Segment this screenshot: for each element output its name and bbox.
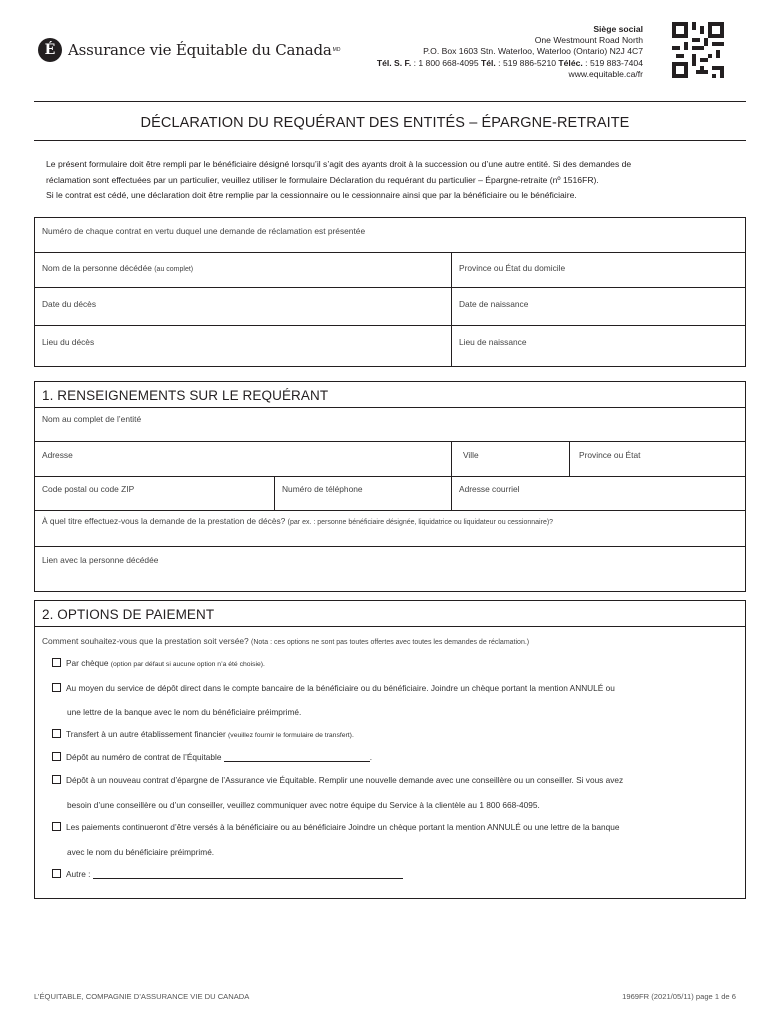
other-input[interactable] [93,870,403,879]
address-field[interactable]: Adresse [42,450,73,460]
postal-code-field[interactable]: Code postal ou code ZIP [42,484,135,494]
company-logo [38,38,340,62]
column-divider [569,441,570,476]
option-other [52,869,403,879]
row-divider [34,287,746,288]
relationship-field[interactable]: Lien avec la personne décédée [42,555,159,565]
cheque-note: (option par défaut si aucune option n’a été choisie). [110,661,265,668]
column-divider [451,252,452,367]
direct-deposit-label: Au moyen du service de dépôt direct dans le compte bancaire de la bénéficiaire ou du bénéficiaire. Joindre un chèque portant la mention ANNULÉ ou [66,683,615,693]
deceased-name-note: (au complet) [154,266,194,273]
new-contract-label-cont: besoin d’une conseillère ou d’un conseiller, veuillez communiquer avec notre équipe du Service à la clientèle au 1 800 668-4095. [67,800,540,810]
province-domicile-field[interactable]: Province ou État du domicile [459,263,566,273]
other-checkbox[interactable] [52,869,61,878]
option-direct-deposit [52,683,615,693]
province-field[interactable]: Province ou État [579,450,641,460]
form-id: 1969FR (2021/05/11) [622,992,694,1001]
deposit-contract-checkbox[interactable] [52,752,61,761]
city-field[interactable]: Ville [463,450,479,460]
phone-field[interactable]: Numéro de téléphone [282,484,363,494]
head-office-heading: Siège social [593,24,643,34]
contract-info-box [34,217,746,367]
toll-free-label: Tél. S. F. [376,57,412,68]
continue-payments-label-cont: avec le nom du bénéficiaire préimprimé. [67,847,215,857]
transfer-checkbox[interactable] [52,729,61,738]
other-label: Autre : [66,869,91,879]
direct-deposit-label-cont: une lettre de la banque avec le nom du bénéficiaire préimprimé. [67,707,302,717]
tel-label: Tél. [480,57,496,68]
new-contract-checkbox[interactable] [52,775,61,784]
trademark: MD [332,47,341,53]
row-divider [34,626,746,627]
deceased-name-label: Nom de la personne décédée [42,263,152,273]
new-contract-label: Dépôt à un nouveau contrat d’épargne de l’Assurance vie Équitable. Remplir une nouvelle demande avec une conseillère ou un conseiller. Si vous avez [66,775,624,785]
intro-paragraph [46,157,736,204]
fax-label: Téléc. [558,57,583,68]
payment-question-label: Comment souhaitez-vous que la prestation soit versée? [42,636,249,646]
death-place-field[interactable]: Lieu du décès [42,337,95,347]
row-divider [34,325,746,326]
deposit-contract-number-input[interactable] [224,753,370,762]
intro-line-1: Le présent formulaire doit être rempli par le bénéficiaire désigné lorsqu’il s’agit des ayants droit à la succession ou d’une autre entité. Si des demandes de [46,159,632,169]
row-divider [34,441,746,442]
payment-question [42,636,529,646]
address-line-1: One Westmount Road North [534,35,643,46]
title-divider [34,140,746,141]
intro-line-2: réclamation sont effectuées par un particulier, veuillez utiliser le formulaire Déclaration du requérant du particulier – Épargne-retraite (nº 1516FR). [46,174,599,185]
head-office-address [377,24,643,80]
row-divider [34,476,746,477]
column-divider [451,441,452,510]
continue-payments-label: Les paiements continueront d’être versés à la bénéficiaire ou au bénéficiaire Joindre un chèque portant la mention ANNULÉ ou une lettre de la banque [66,822,620,832]
row-divider [34,252,746,253]
continue-payments-checkbox[interactable] [52,822,61,831]
qr-code-icon [672,22,724,78]
birth-date-field[interactable]: Date de naissance [459,299,529,309]
entity-name-field[interactable]: Nom au complet de l’entité [42,414,142,424]
section-1-title: 1. RENSEIGNEMENTS SUR LE REQUÉRANT [42,388,329,403]
option-continue-payments [52,822,619,832]
transfer-label: Transfert à un autre établissement financier [66,729,226,739]
intro-line-3: Si le contrat est cédé, une déclaration doit être remplie par la cessionnaire ou le cessionnaire ainsi que par la bénéficiaire ou le bénéficiaire. [46,190,577,200]
option-transfer [52,729,354,739]
address-line-2: P.O. Box 1603 Stn. Waterloo, Waterloo (Ontario) N2J 4C7 [423,46,643,57]
option-new-contract [52,775,623,785]
direct-deposit-checkbox[interactable] [52,683,61,692]
payment-question-note: (Nota : ces options ne sont pas toutes offertes avec toutes les demandes de réclamation.) [251,639,530,646]
equitable-logo-icon: É [38,38,62,62]
birth-place-field[interactable]: Lieu de naissance [459,337,527,347]
column-divider [274,476,275,510]
company-name: Assurance vie Équitable du Canada [68,41,332,59]
deceased-name-field[interactable] [42,263,193,273]
phone-line [377,58,643,69]
capacity-note: (par ex. : personne bénéficiaire désignée, liquidatrice ou liquidateur ou cessionnaire)? [287,519,554,526]
email-field[interactable]: Adresse courriel [459,484,520,494]
death-date-field[interactable]: Date du décès [42,299,97,309]
fax-number: : 519 883-7404 [582,57,643,68]
option-cheque [52,658,265,668]
form-title: DÉCLARATION DU REQUÉRANT DES ENTITÉS – ÉPARGNE-RETRAITE [140,115,630,131]
deposit-contract-label: Dépôt au numéro de contrat de l’Équitable [66,752,222,762]
tel-number: : 519 886-5210 [495,57,557,68]
footer-company: L’ÉQUITABLE, COMPAGNIE D’ASSURANCE VIE DU CANADA [34,992,250,1001]
row-divider [34,407,746,408]
cheque-label: Par chèque [66,658,109,668]
claimant-capacity-field[interactable] [42,516,553,526]
option-deposit-contract: Dépôt au numéro de contrat de l’Équitable . [52,752,372,762]
row-divider [34,546,746,547]
website: www.equitable.ca/fr [568,68,643,79]
contract-numbers-field[interactable]: Numéro de chaque contrat en vertu duquel une demande de réclamation est présentée [42,226,366,236]
section-2-title: 2. OPTIONS DE PAIEMENT [42,607,215,622]
capacity-label: À quel titre effectuez-vous la demande de la prestation de décès? [42,516,286,526]
row-divider [34,510,746,511]
toll-free-number: : 1 800 668-4095 [411,57,479,68]
transfer-note: (veuillez fournir le formulaire de transfert). [228,732,354,739]
cheque-checkbox[interactable] [52,658,61,667]
header-divider [34,101,746,102]
page-number: page 1 de 6 [695,992,736,1001]
footer-form-info [622,992,736,1001]
